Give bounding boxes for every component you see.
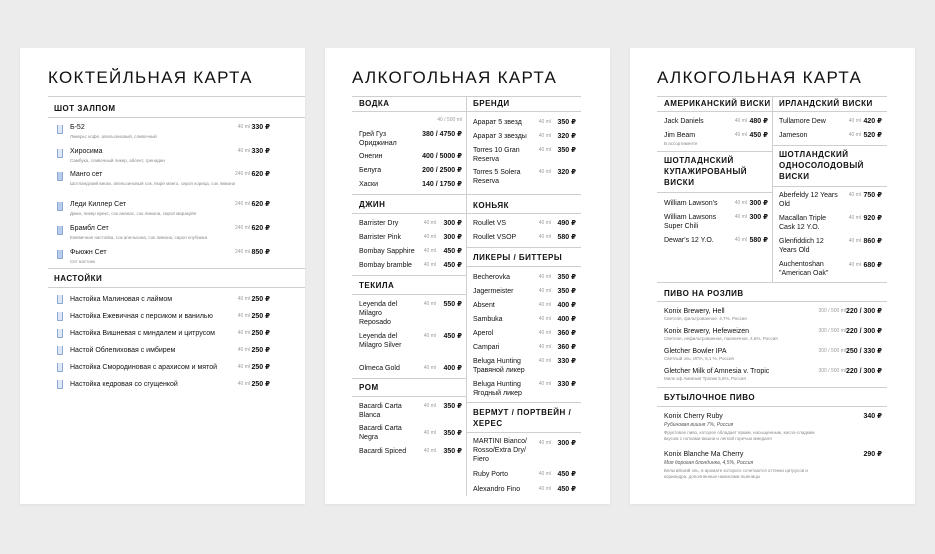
divider [657,301,887,302]
item-name: Настойка Вишневая с миндалем и цитрусом [70,330,215,337]
item-price: 250 / 330 ₽ [845,348,882,355]
item-volume: 40 ml [538,234,551,240]
divider [467,111,581,112]
item-name: Грей Гуз Ориджинал [359,131,397,147]
item-name: Roullet VS [473,220,507,227]
item-name: William Lawsons Super Chili [664,214,717,230]
item-name: Фьюжн Сет [70,249,107,256]
item-volume: 40 ml [423,262,436,268]
item-price: 290 ₽ [863,451,882,458]
item-name: Macallan Triple Cask 12 Y.O. [779,215,827,231]
item-name: Torres 5 Solera Reserva [473,169,521,185]
item-volume: 40 ml [848,238,861,244]
item-desc: Джин, ликер ирекс, сок ананас, сок лимона, сироп маракуйя [70,211,197,216]
item-name: Konix Brewery, Hell [664,308,725,315]
item-volume: 40 ml [734,237,747,243]
item-name: Barrister Dry [359,220,399,227]
item-name: Манго сет [70,171,103,178]
item-desc: В ассортименте [664,141,698,146]
section-blended-header: ШОТЛАДНСКИЙ КУПАЖИРОВАНЫЙ ВИСКИ [664,156,748,187]
divider [467,247,581,248]
item-volume: 40 ml [237,364,250,370]
divider [773,145,887,146]
item-name: William Lawson's [664,200,718,207]
divider [352,378,466,379]
item-price: 750 ₽ [863,192,882,199]
glass-icon [57,380,63,389]
divider [352,213,466,214]
item-volume: 240 ml [234,201,250,207]
divider [467,96,581,97]
item-volume: 40 ml [538,133,551,139]
item-price: 450 ₽ [443,262,462,269]
item-price: 450 ₽ [557,486,576,493]
divider [657,111,772,112]
divider [657,406,887,407]
item-price: 220 / 300 ₽ [845,328,882,335]
item-name: Арарат 5 звезд [473,119,522,126]
item-price: 330 ₽ [251,148,270,155]
item-name: Sambuka [473,316,503,323]
item-volume: 40 ml [538,486,551,492]
section-bottled-beer-header: БУТЫЛОЧНОЕ ПИВО [664,393,756,402]
item-volume: 40 ml [423,333,436,339]
divider [467,432,581,433]
item-name: Jameson [779,132,808,139]
item-name: Леди Киллер Сет [70,201,127,208]
item-desc: Ежевичная настойка, сок апельсина, сок лимона, сироп клубника [70,235,208,240]
item-name: Арарат 3 звезды [473,133,527,140]
glass-icon [57,295,63,304]
item-volume: 40 ml [538,381,551,387]
glass-icon [57,312,63,321]
item-name: Olmeca Gold [359,365,400,372]
item-price: 490 ₽ [557,220,576,227]
item-name: Becherovka [473,274,510,281]
item-name: Хиросима [70,148,103,155]
item-volume: 40 ml [538,440,551,446]
section-rum-header: РОМ [359,383,379,392]
item-volume: 40 ml [848,215,861,221]
item-volume: 300 / 500 ml [818,368,846,374]
section-single-malt-header: ШОТЛАНДСКИЙ ОДНОСОЛОДОВЫЙ ВИСКИ [779,150,864,181]
item-price: 680 ₽ [863,262,882,269]
item-name: Beluga Hunting Травяной ликер [473,358,525,374]
item-volume: 40 ml [734,132,747,138]
divider [48,117,305,118]
column-divider [466,96,467,496]
item-volume: 40 ml [538,169,551,175]
item-price: 330 ₽ [251,124,270,131]
page-title: АЛКОГОЛЬНАЯ КАРТА [657,68,863,87]
section-shots-header: ШОТ ЗАЛПОМ [54,104,116,113]
item-volume: 300 / 500 ml [818,328,846,334]
shot-set-icon [57,172,63,181]
item-price: 300 ₽ [749,214,768,221]
item-price: 250 ₽ [251,381,270,388]
item-price: 400 ₽ [557,316,576,323]
divider [352,96,466,97]
item-name: Campari [473,344,500,351]
section-brandy-header: БРЕНДИ [473,99,510,108]
item-desc: Светлый эль, ИПА, 6,1 %, Россия [664,356,734,361]
item-volume: 40 ml [538,288,551,294]
divider [48,96,305,97]
item-price: 380 / 4750 ₽ [422,131,462,138]
divider [352,294,466,295]
section-american-header: АМЕРИКАНСКИЙ ВИСКИ [664,99,771,108]
item-price: 250 ₽ [251,296,270,303]
item-price: 920 ₽ [863,215,882,222]
divider [48,287,305,288]
item-price: 350 ₽ [443,448,462,455]
item-price: 860 ₽ [863,238,882,245]
divider [657,282,887,283]
item-price: 450 ₽ [443,333,462,340]
item-name: Настойка Малиновая с лаймом [70,296,173,303]
item-name: Jack Daniels [664,118,704,125]
item-volume: 240 ml [234,225,250,231]
item-name: Aberfeldy 12 Years Old [779,192,838,208]
column-divider [772,96,773,282]
item-price: 330 ₽ [557,381,576,388]
item-price: 520 ₽ [863,132,882,139]
item-name: Torres 10 Gran Reserva [473,147,520,163]
item-price: 850 ₽ [251,249,270,256]
divider [467,194,581,195]
item-volume: 40 ml [848,132,861,138]
item-desc: Самбука, сливочный ликер, абсент, гренадин [70,158,165,163]
item-name: Konix Brewery, Hefeweizen [664,328,750,335]
item-name: Auchentoshan "American Oak" [779,261,829,277]
item-price: 400 ₽ [557,302,576,309]
item-name: Bacardi Spiced [359,448,407,455]
item-volume: 40 ml [848,118,861,124]
item-price: 250 ₽ [251,313,270,320]
item-volume: 40 ml [237,124,250,130]
item-price: 340 ₽ [863,413,882,420]
section-vermouth-header: ВЕРМУТ / ПОРТВЕЙН / ХЕРЕС [473,408,572,428]
item-price: 350 ₽ [557,274,576,281]
item-name: Настойка Смородиновая с арахисом и мятой [70,364,217,371]
divider [352,111,466,112]
item-price: 350 ₽ [443,403,462,410]
item-volume: 40 ml [237,148,250,154]
item-price: 420 ₽ [863,118,882,125]
item-name: Брамбл Сет [70,225,109,232]
item-desc: кориандра, дополненные нюансами пшеницы [664,474,761,479]
item-name: Bombay bramble [359,262,412,269]
item-volume: 40 ml [734,214,747,220]
item-name: Leyenda del Milagro Silver [359,333,402,349]
item-price: 450 ₽ [557,471,576,478]
item-price: 480 ₽ [749,118,768,125]
item-volume: 40 ml [848,192,861,198]
item-volume: 40 ml [237,330,250,336]
item-volume: 40 ml [538,119,551,125]
item-subtitle: Моя дорогая блондинка, 4,5%, Россия [664,460,754,466]
item-name: Absent [473,302,495,309]
item-desc: Милк эф Амнезия Тропик 5,5%, Россия [664,376,746,381]
item-volume: 40 ml [734,118,747,124]
divider [657,151,772,152]
item-name: Bombay Sapphire [359,248,415,255]
item-name: Tullamore Dew [779,118,826,125]
item-price: 300 ₽ [557,440,576,447]
item-price: 140 / 1750 ₽ [422,181,462,188]
divider [657,96,772,97]
item-name: Beluga Hunting Ягодный ликер [473,381,522,397]
section-irish-header: ИРЛАНДСКИЙ ВИСКИ [779,99,873,108]
item-price: 350 ₽ [443,430,462,437]
item-volume: 40 ml [538,330,551,336]
divider [352,396,466,397]
item-name: Настой Облепиховая с имбирем [70,347,176,354]
item-volume: 40 ml [538,316,551,322]
item-name: Glenfiddich 12 Years Old [779,238,824,254]
item-desc: Светлое, фильтрованное, 4,7%, Россия [664,316,747,321]
item-price: 300 ₽ [443,220,462,227]
item-name: MARTINI Bianco/ Rosso/Extra Dry/ Fiero [473,438,527,463]
item-price: 300 ₽ [749,200,768,207]
item-volume: 40 ml [538,220,551,226]
section-tequila-header: ТЕКИЛА [359,281,395,290]
item-price: 330 ₽ [557,358,576,365]
item-name: Konix Cherry Ruby [664,413,723,420]
alcohol-menu-page-2 [630,48,915,504]
item-name: Белуга [359,167,382,174]
item-name: Gletcher Bowler IPA [664,348,727,355]
item-name: Настойка Ежевичная с персиком и ванилью [70,313,213,320]
item-price: 250 ₽ [251,364,270,371]
item-price: 360 ₽ [557,344,576,351]
shot-set-icon [57,202,63,211]
item-subtitle: Рубиновая вишня 7%, Россия [664,422,734,428]
item-name: Б-52 [70,124,85,131]
divider [467,266,581,267]
section-gin-header: ДЖИН [359,200,386,209]
divider [773,111,887,112]
item-name: Aperol [473,330,494,337]
section-draft-beer-header: ПИВО НА РОЗЛИВ [664,289,744,298]
item-name: Jagermeister [473,288,514,295]
divider [657,192,772,193]
item-desc: Шотландский виски, апельсиновый сок, пюре манго, сироп корица, сок лимона [70,181,236,186]
item-volume: 40 ml [423,403,436,409]
item-volume: 40 ml [423,220,436,226]
item-price: 550 ₽ [443,301,462,308]
glass-icon [57,149,63,158]
divider [773,96,887,97]
item-volume: 40 ml [538,302,551,308]
section-cognac-header: КОНЬЯК [473,201,509,210]
item-price: 320 ₽ [557,133,576,140]
item-price: 620 ₽ [251,171,270,178]
shot-set-icon [57,226,63,235]
divider [467,213,581,214]
item-name: Dewar's 12 Y.O. [664,237,714,244]
item-name: Leyenda del Milagro Reposado [359,301,398,326]
item-volume: 40 ml [538,471,551,477]
item-volume: 40 ml [734,200,747,206]
cocktail-menu-page [20,48,305,504]
item-price: 450 ₽ [443,248,462,255]
item-desc: Бельгийский эль, в аромате которого сочетаются оттенки цитрусов и [664,468,808,473]
item-price: 350 ₽ [557,147,576,154]
item-price: 200 / 2500 ₽ [422,167,462,174]
item-price: 580 ₽ [749,237,768,244]
item-volume: 300 / 500 ml [818,348,846,354]
item-volume: 40 ml [538,147,551,153]
item-name: Alexandro Fino [473,486,521,493]
item-volume: 40 ml [538,274,551,280]
item-volume: 240 ml [234,249,250,255]
item-price: 580 ₽ [557,234,576,241]
item-name: Bacardi Carta Blanca [359,403,402,419]
item-volume: 40 ml [237,381,250,387]
item-name: Jim Beam [664,132,696,139]
section-vodka-header: ВОДКА [359,99,390,108]
glass-icon [57,125,63,134]
item-price: 620 ₽ [251,225,270,232]
item-volume: 40 ml [237,313,250,319]
divider [657,387,887,388]
item-price: 400 / 5000 ₽ [422,153,462,160]
item-price: 250 ₽ [251,347,270,354]
section-liqueurs-header: ЛИКЕРЫ / БИТТЕРЫ [473,253,563,262]
item-price: 220 / 300 ₽ [845,308,882,315]
item-volume: 300 / 500 ml [818,308,846,314]
divider [352,275,466,276]
item-volume: 40 ml [423,365,436,371]
item-name: Онегин [359,153,383,160]
glass-icon [57,363,63,372]
volume-header: 40 / 500 ml [437,117,462,123]
item-volume: 40 ml [538,358,551,364]
item-desc: Ликеры: кофе, апельсиновый, сливочный [70,134,157,139]
item-volume: 40 ml [423,448,436,454]
item-desc: Фруктовое пиво, которое обладает ярким, насыщенным, кисло-сладким [664,430,815,435]
item-volume: 40 ml [237,296,250,302]
item-price: 360 ₽ [557,330,576,337]
item-name: Gletcher Milk of Amnesia v. Tropic [664,368,770,375]
item-price: 450 ₽ [749,132,768,139]
item-price: 350 ₽ [557,119,576,126]
item-name: Хаски [359,181,379,188]
shot-set-icon [57,250,63,259]
page-title: АЛКОГОЛЬНАЯ КАРТА [352,68,558,87]
divider [467,402,581,403]
item-price: 300 ₽ [443,234,462,241]
item-desc: Светлое, нефильтрованное, пшеничное, 4,6%, Россия [664,336,778,341]
item-name: Настойка кедровая со сгущенкой [70,381,178,388]
item-volume: 40 ml [538,344,551,350]
item-volume: 40 ml [423,301,436,307]
item-volume: 40 ml [848,262,861,268]
item-price: 220 / 300 ₽ [845,368,882,375]
divider [352,194,466,195]
item-name: Bacardi Carta Negra [359,425,402,441]
item-volume: 40 ml [423,430,436,436]
divider [773,186,887,187]
item-volume: 240 ml [234,171,250,177]
item-desc: вкусом с нотками вишни и легкой горечью миндаля [664,436,772,441]
page-title: КОКТЕЙЛЬНАЯ КАРТА [48,68,253,87]
section-tinctures-header: НАСТОЙКИ [54,274,103,283]
item-name: Roullet VSOP [473,234,517,241]
alcohol-menu-page-1 [325,48,610,504]
item-price: 250 ₽ [251,330,270,337]
item-price: 350 ₽ [557,288,576,295]
item-volume: 40 ml [423,234,436,240]
item-name: Barrister Pink [359,234,402,241]
glass-icon [57,329,63,338]
item-desc: Сет настоек [70,259,96,264]
item-volume: 40 ml [237,347,250,353]
item-volume: 40 ml [423,248,436,254]
item-price: 620 ₽ [251,201,270,208]
item-price: 400 ₽ [443,365,462,372]
glass-icon [57,346,63,355]
item-price: 320 ₽ [557,169,576,176]
item-name: Ruby Porto [473,471,509,478]
item-name: Konix Blanche Ma Cherry [664,451,744,458]
divider [48,268,305,269]
